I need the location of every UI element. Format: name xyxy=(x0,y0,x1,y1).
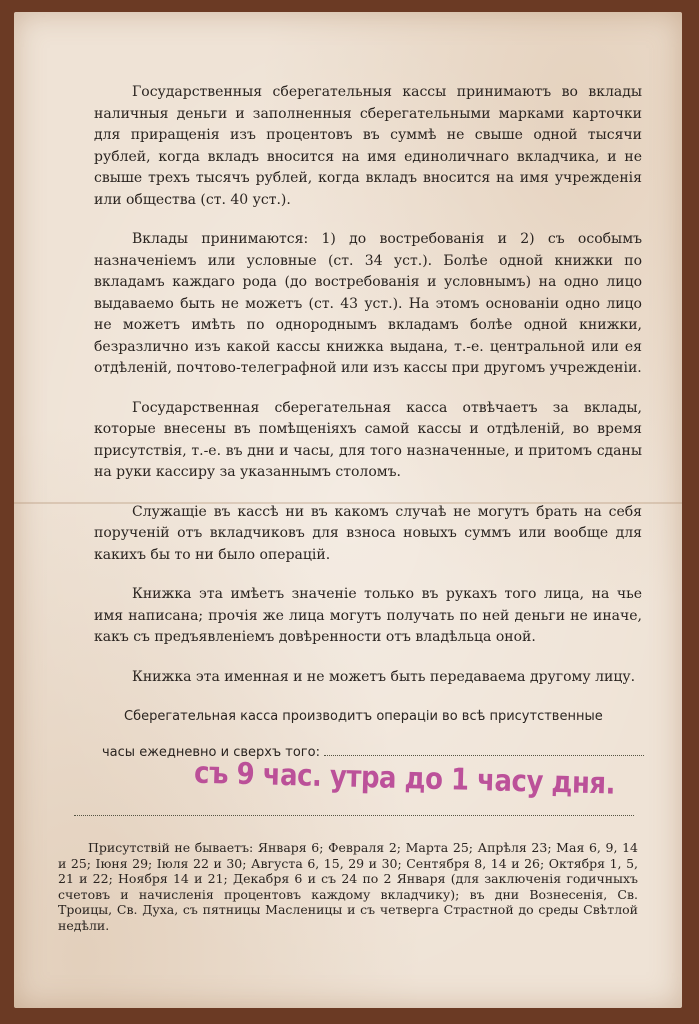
hours-label: часы ежедневно и сверхъ того: xyxy=(102,744,320,760)
paragraph-deposits: Государственныя сберегательныя кассы принимаютъ во вклады наличныя деньги и заполненныя сберегательными марками карточки для приращенія изъ процентовъ въ суммѣ не свыше одной тысячи рублей, когда вкладъ вносится на имя единоличнаго вкладчика, и не свыше трехъ тысячъ рублей, когда вкладъ вносится на имя учрежденія или общества (ст. 40 уст.). xyxy=(94,84,642,208)
operations-text: Сберегательная касса производитъ операціи во всѣ присутственные xyxy=(124,709,603,724)
stamp-row xyxy=(74,756,634,816)
paragraph-liability: Государственная сберегательная касса отвѣчаетъ за вклады, которые внесены въ помѣщеніяхъ самой кассы и отдѣленій, во время присутствія, т.-е. въ дни и часы, для того назначенные, и притомъ сданы на руки кассиру за указаннымъ столомъ. xyxy=(94,399,642,480)
paragraph-deposit-types: Вклады принимаются: 1) до востребованія и 2) съ особымъ назначеніемъ или условные (ст. 34 уст.). Болѣе одной книжки по вкладамъ каждаго рода (до востребованія и условнымъ) на одно лицо выдаваемо быть не можетъ (ст. 43 уст.). На этомъ основаніи одно лицо не можетъ имѣть по однороднымъ вкладамъ болѣе одной книжки, безразлично изъ какой кассы книжка выдана, т.-е. центральной или ея отдѣленій, почтово-телеграфной или изъ кассы при другомъ учрежденіи. xyxy=(94,231,642,376)
holidays-note: Присутствій не бываетъ: Января 6; Февраля 2; Марта 25; Апрѣля 23; Мая 6, 9, 14 и 25; Іюня 29; Іюля 22 и 30; Августа 6, 15, 29 и 30; Сентября 8, 14 и 26; Октября 1, 5, 21 и 22; Ноября 14 и 21; Декабря 6 и съ 24 по 2 Января (для заключенія годичныхъ счетовъ и начисленія процентовъ каждому вкладчику); въ дни Вознесенія, Св. Троицы, Св. Духа, съ пятницы Масленицы и съ четверга Страстной до среды Свѣтлой недѣли. xyxy=(58,840,638,933)
paragraph-staff: Служащіе въ кассѣ ни въ какомъ случаѣ не могутъ брать на себя порученій отъ вкладчиковъ для взноса новыхъ суммъ или вообще для какихъ бы то ни было операцій. xyxy=(94,503,642,563)
dotted-fill-line xyxy=(324,743,644,756)
document-page xyxy=(14,12,682,1008)
hours-stamp: съ 9 час. утра до 1 часу дня. xyxy=(193,756,616,802)
paragraph-nontransferable: Книжка эта именная и не можетъ быть передаваема другому лицу. xyxy=(132,668,636,685)
document-body xyxy=(58,82,642,933)
paragraph-book-validity: Книжка эта имѣетъ значеніе только въ рукахъ того лица, на чье имя написана; прочія же лица могутъ получать по ней деньги не иначе, какъ съ предъявленіемъ довѣренности отъ владѣльца оной. xyxy=(94,586,642,645)
